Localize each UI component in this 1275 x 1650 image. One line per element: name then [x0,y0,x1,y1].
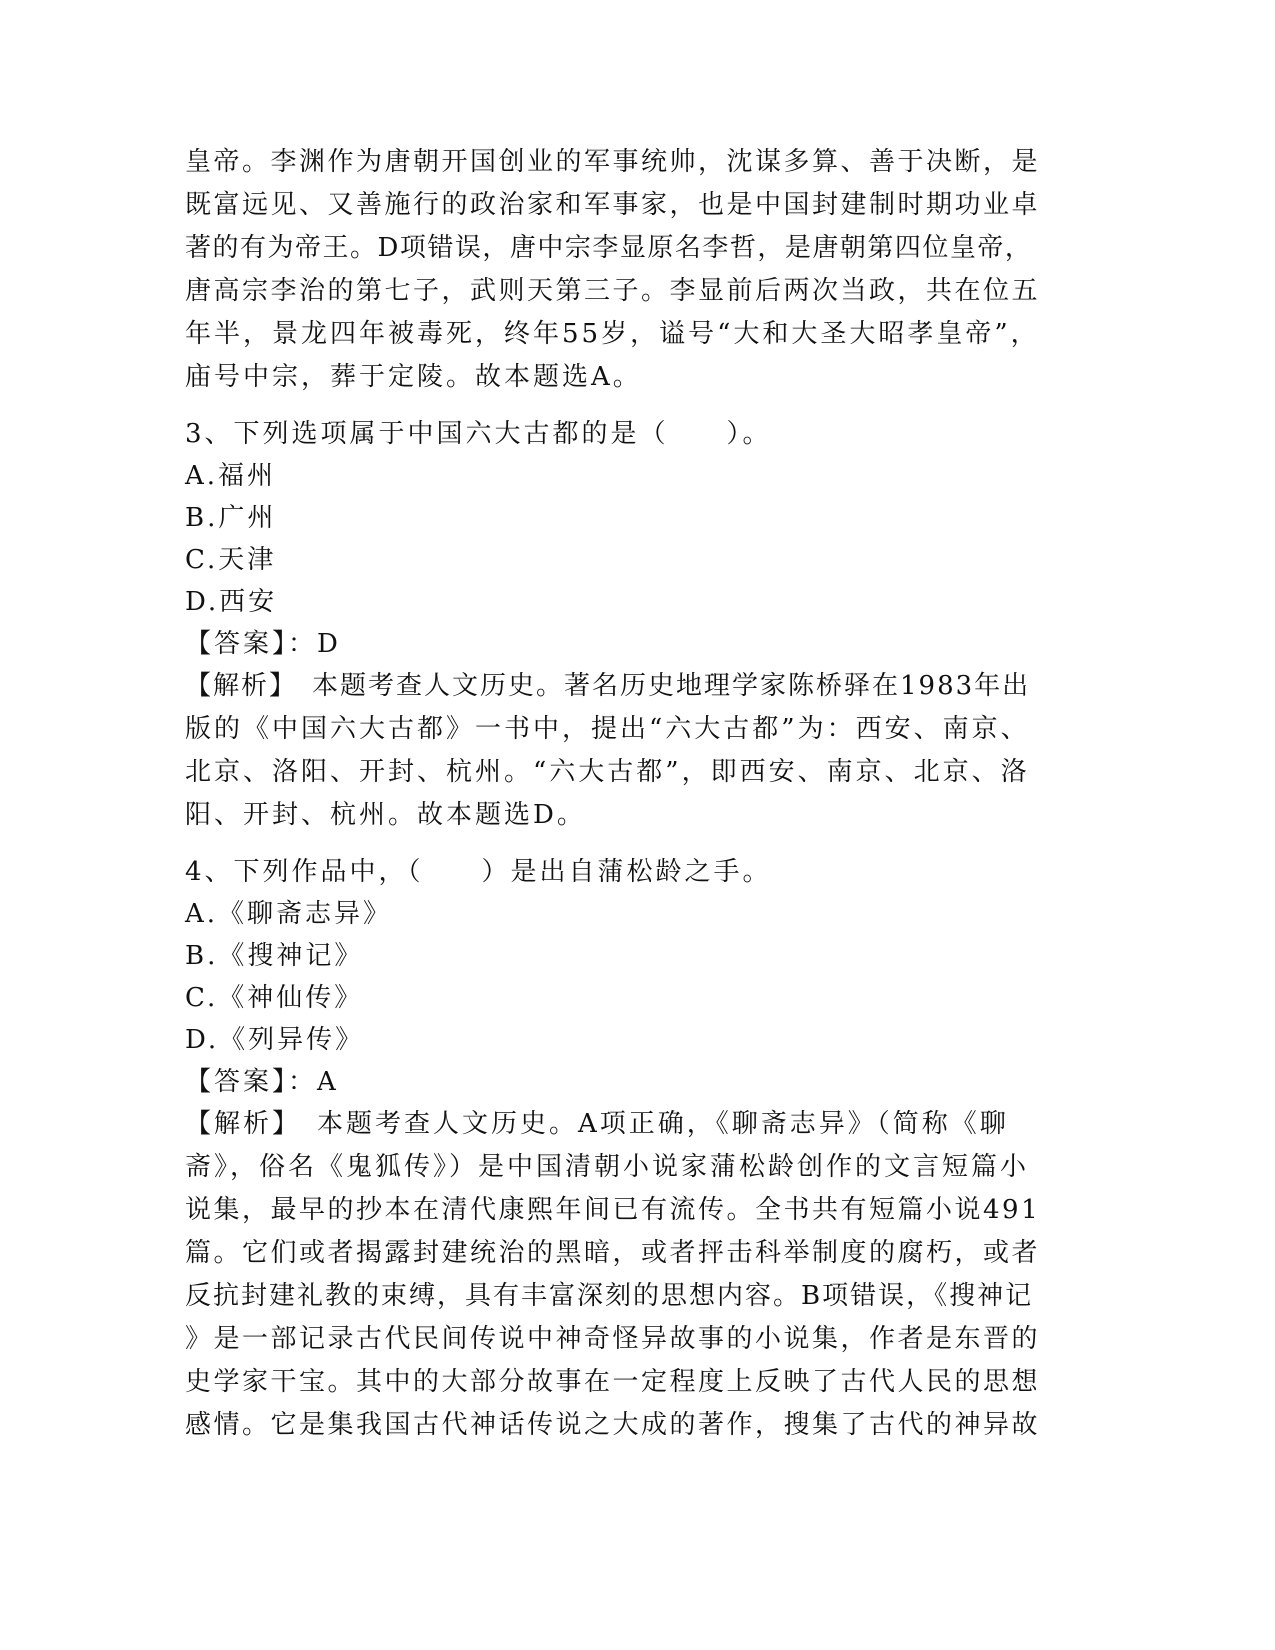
question-4-option-b: B.《搜神记》 [185,941,364,971]
question-4-answer: 【答案】：A [185,1067,339,1097]
continuation-line: 唐高宗李治的第七子，武则天第三子。李显前后两次当政，共在位五 [185,276,1041,306]
question-4-analysis-line: 斋》，俗名《鬼狐传》）是中国清朝小说家蒲松龄创作的文言短篇小 [185,1152,1030,1182]
continuation-line: 著的有为帝王。D项错误，唐中宗李显原名李哲，是唐朝第四位皇帝， [185,233,1033,263]
question-4-analysis-line: 》是一部记录古代民间传说中神奇怪异故事的小说集，作者是东晋的 [185,1324,1041,1354]
continuation-line: 年半，景龙四年被毒死，终年55岁，谥号“大和大圣大昭孝皇帝”， [185,319,1040,349]
question-4-analysis-line: 篇。它们或者揭露封建统治的黑暗，或者抨击科举制度的腐朽，或者 [185,1238,1041,1268]
question-3-option-b: B.广州 [185,503,277,533]
question-3-analysis-line: 北京、洛阳、开封、杭州。“六大古都”，即西安、南京、北京、洛 [185,757,1030,787]
question-4-analysis-line: 反抗封建礼教的束缚，具有丰富深刻的思想内容。B项错误，《搜神记 [185,1281,1034,1311]
question-4-option-d: D.《列异传》 [185,1025,365,1055]
question-4-option-a: A.《聊斋志异》 [185,899,393,929]
question-3-analysis-line: 【解析】 本题考查人文历史。著名历史地理学家陈桥驿在1983年出 [185,671,1031,701]
question-3-analysis-line: 阳、开封、杭州。故本题选D。 [185,800,586,830]
question-4-analysis-line: 【解析】 本题考查人文历史。A项正确，《聊斋志异》（简称《聊 [185,1109,1009,1139]
continuation-line: 皇帝。李渊作为唐朝开国创业的军事统帅，沈谋多算、善于决断，是 [185,147,1041,177]
question-3-answer: 【答案】：D [185,629,341,659]
question-3-option-d: D.西安 [185,587,278,617]
question-3-option-a: A.福州 [185,461,277,491]
question-3-analysis-line: 版的《中国六大古都》一书中，提出“六大古都”为：西安、南京、 [185,714,1030,744]
question-3-stem: 3、下列选项属于中国六大古都的是（ ）。 [185,419,772,449]
question-4-analysis-line: 说集，最早的抄本在清代康熙年间已有流传。全书共有短篇小说491 [185,1195,1041,1225]
question-3-option-c: C.天津 [185,545,277,575]
question-4-option-c: C.《神仙传》 [185,983,364,1013]
continuation-line: 庙号中宗，葬于定陵。故本题选A。 [185,362,642,392]
question-4-analysis-line: 史学家干宝。其中的大部分故事在一定程度上反映了古代人民的思想 [185,1367,1041,1397]
continuation-line: 既富远见、又善施行的政治家和军事家，也是中国封建制时期功业卓 [185,190,1041,220]
question-4-stem: 4、下列作品中，（ ）是出自蒲松龄之手。 [185,857,772,887]
question-4-analysis-line: 感情。它是集我国古代神话传说之大成的著作，搜集了古代的神异故 [185,1410,1041,1440]
